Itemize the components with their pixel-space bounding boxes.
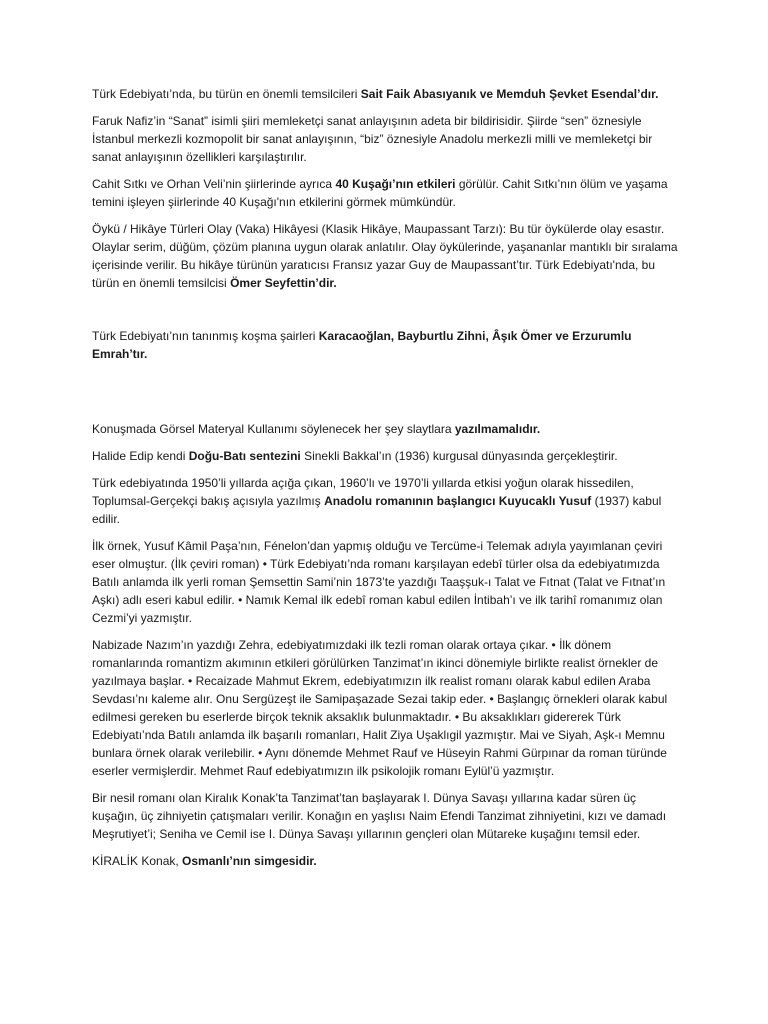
paragraph-bold-text: Ömer Seyfettin’dir. (230, 276, 337, 290)
paragraph-kiralik-konak (92, 789, 680, 843)
paragraph-halide-edip (92, 447, 680, 465)
paragraph-bold-text: Sait Faik Abasıyanık ve Memduh Şevket Esendal’dır. (360, 87, 659, 101)
paragraph-text: Türk edebiyatında 1950’li yıllarda açığa çıkan, 1960’lı ve 1970’li yıllarda etkisi yoğun olarak hissedilen, Toplumsal-Gerçekçi bakış açısıyla yazılmış (92, 476, 634, 508)
document-page (92, 85, 680, 879)
paragraph-sait-faik (92, 85, 680, 103)
paragraph-text: Bir nesil romanı olan Kiralık Konak’ta Tanzimat’tan başlayarak I. Dünya Savaşı yıllarına kadar süren üç kuşağın, üç zihniyetin çatışmaları verilir. Konağın en yaşlısı Naim Efendi Tanzimat zihniyetini, kızı ve damadı Meşrutiyet’i; Seniha ve Cemil ise I. Dünya Savaşı yıllarının gençleri olan Mütareke kuşağını temsil eder. (92, 791, 667, 841)
paragraph-gorsel-materyal (92, 420, 680, 438)
paragraph-text: Türk Edebiyatı’nın tanınmış koşma şairleri (92, 329, 319, 343)
paragraph-bold-text: Doğu-Batı sentezini (188, 449, 301, 463)
paragraph-kuyucakli-yusuf (92, 474, 680, 528)
paragraph-text: Halide Edip kendi (92, 449, 189, 463)
paragraph-nabizade-nazim (92, 636, 680, 780)
paragraph-text: Konuşmada Görsel Materyal Kullanımı söylenecek her şey slaytlara (92, 422, 455, 436)
paragraph-olay-hikayesi (92, 220, 680, 292)
paragraph-text: (1937) kabul edilir. (92, 494, 662, 526)
paragraph-text: görülür. Cahit Sıtkı’nın ölüm ve yaşama temini işleyen şiirlerinde 40 Kuşağı'nın etkilerini görmek mümkündür. (92, 177, 668, 209)
paragraph-bold-text: Anadolu romanının başlangıcı Kuyucaklı Yusuf (324, 494, 592, 508)
paragraph-bold-text: yazılmamalıdır. (454, 422, 541, 436)
paragraph-text: Nabizade Nazım’ın yazdığı Zehra, edebiyatımızdaki ilk tezli roman olarak ortaya çıkar. • İlk dönem romanlarında romantizm akımının etkileri görülürken Tanzimat’ın ikinci dönemiyle birlikte realist örnekler de yazılmaya başlar. • Recaizade Mahmut Ekrem, edebiyatımızın ilk realist romanı olarak kabul edilen Araba Sevdası’nı kaleme alır. Onu Sergüzeşt ile Samipaşazade Sezai takip eder. • Başlangıç örnekleri olarak kabul edilmesi gereken bu eserlerde birçok teknik aksaklık bulunmaktadır. • Bu aksaklıkları gidererek Türk Edebiyatı’nda Batılı anlamda ilk başarılı romanları, Halit Ziya Uşaklıgil yazmıştır. Mai ve Siyah, Aşk-ı Memnu bunlara örnek olarak verilebilir. • Aynı dönemde Mehmet Rauf ve Hüseyin Rahmi Gürpınar da roman türünde eserler vermişlerdir. Mehmet Rauf edebiyatımızın ilk psikolojik romanı Eylül’ü yazmıştır. (92, 638, 668, 778)
paragraph-text: KİRALİK Konak, (92, 854, 183, 868)
paragraph-osmanli-simgesi (92, 852, 680, 870)
paragraph-ilk-ornek (92, 537, 680, 627)
paragraph-sanat-poem (92, 112, 680, 166)
paragraph-bold-text: Karacaoğlan, Bayburtlu Zihni, Âşık Ömer ve Erzurumlu Emrah’tır. (92, 329, 632, 361)
paragraph-text: Öykü / Hikâye Türleri Olay (Vaka) Hikâyesi (Klasik Hikâye, Maupassant Tarzı): Bu tür öykülerde olay esastır. Olaylar serim, düğüm, çözüm planına uygun olarak anlatılır. Olay öykülerinde, yaşananlar mantıklı bir sıralama içerisinde verilir. Bu hikâye türünün yaratıcısı Fransız yazar Guy de Maupassant’tır. Türk Edebiyatı'nda, bu türün en önemli temsilcisi (92, 222, 678, 290)
paragraph-bold-text: Osmanlı’nın simgesidir. (182, 854, 317, 868)
paragraph-bold-text: 40 Kuşağı’nın etkileri (335, 177, 456, 191)
paragraph-text: Sinekli Bakkal’ın (1936) kurgusal dünyasında gerçekleştirir. (300, 449, 618, 463)
paragraph-40-kusagi (92, 175, 680, 211)
paragraph-kosma-sairleri (92, 327, 680, 363)
paragraph-text: İlk örnek, Yusuf Kâmil Paşa’nın, Fénelon’dan yapmış olduğu ve Tercüme-i Telemak adıyla yayımlanan çeviri eser olmuştur. (İlk çeviri roman) • Türk Edebiyatı’nda romanı karşılayan edebî türler olsa da edebiyatımızda Batılı anlamda ilk yerli roman Şemsettin Sami’nin 1873’te yazdığı Taaşşuk-ı Talat ve Fıtnat (Talat ve Fıtnat’ın Aşkı) adlı eseri kabul edilir. • Namık Kemal ilk edebî roman kabul edilen İntibah’ı ve ilk tarihî romanımız olan Cezmi’yi yazmıştır. (92, 539, 666, 625)
paragraph-text: Faruk Nafiz’in “Sanat” isimli şiiri memleketçi sanat anlayışının adeta bir bildirisidir. Şiirde “sen” öznesiyle İstanbul merkezli kozmopolit bir sanat anlayışının, “biz” öznesiyle Anadolu merkezli milli ve memleketçi bir sanat anlayışının özellikleri karşılaştırılır. (92, 114, 653, 164)
paragraph-text: Türk Edebiyatı’nda, bu türün en önemli temsilcileri (92, 87, 361, 101)
paragraph-text: Cahit Sıtkı ve Orhan Veli’nin şiirlerinde ayrıca (92, 177, 336, 191)
